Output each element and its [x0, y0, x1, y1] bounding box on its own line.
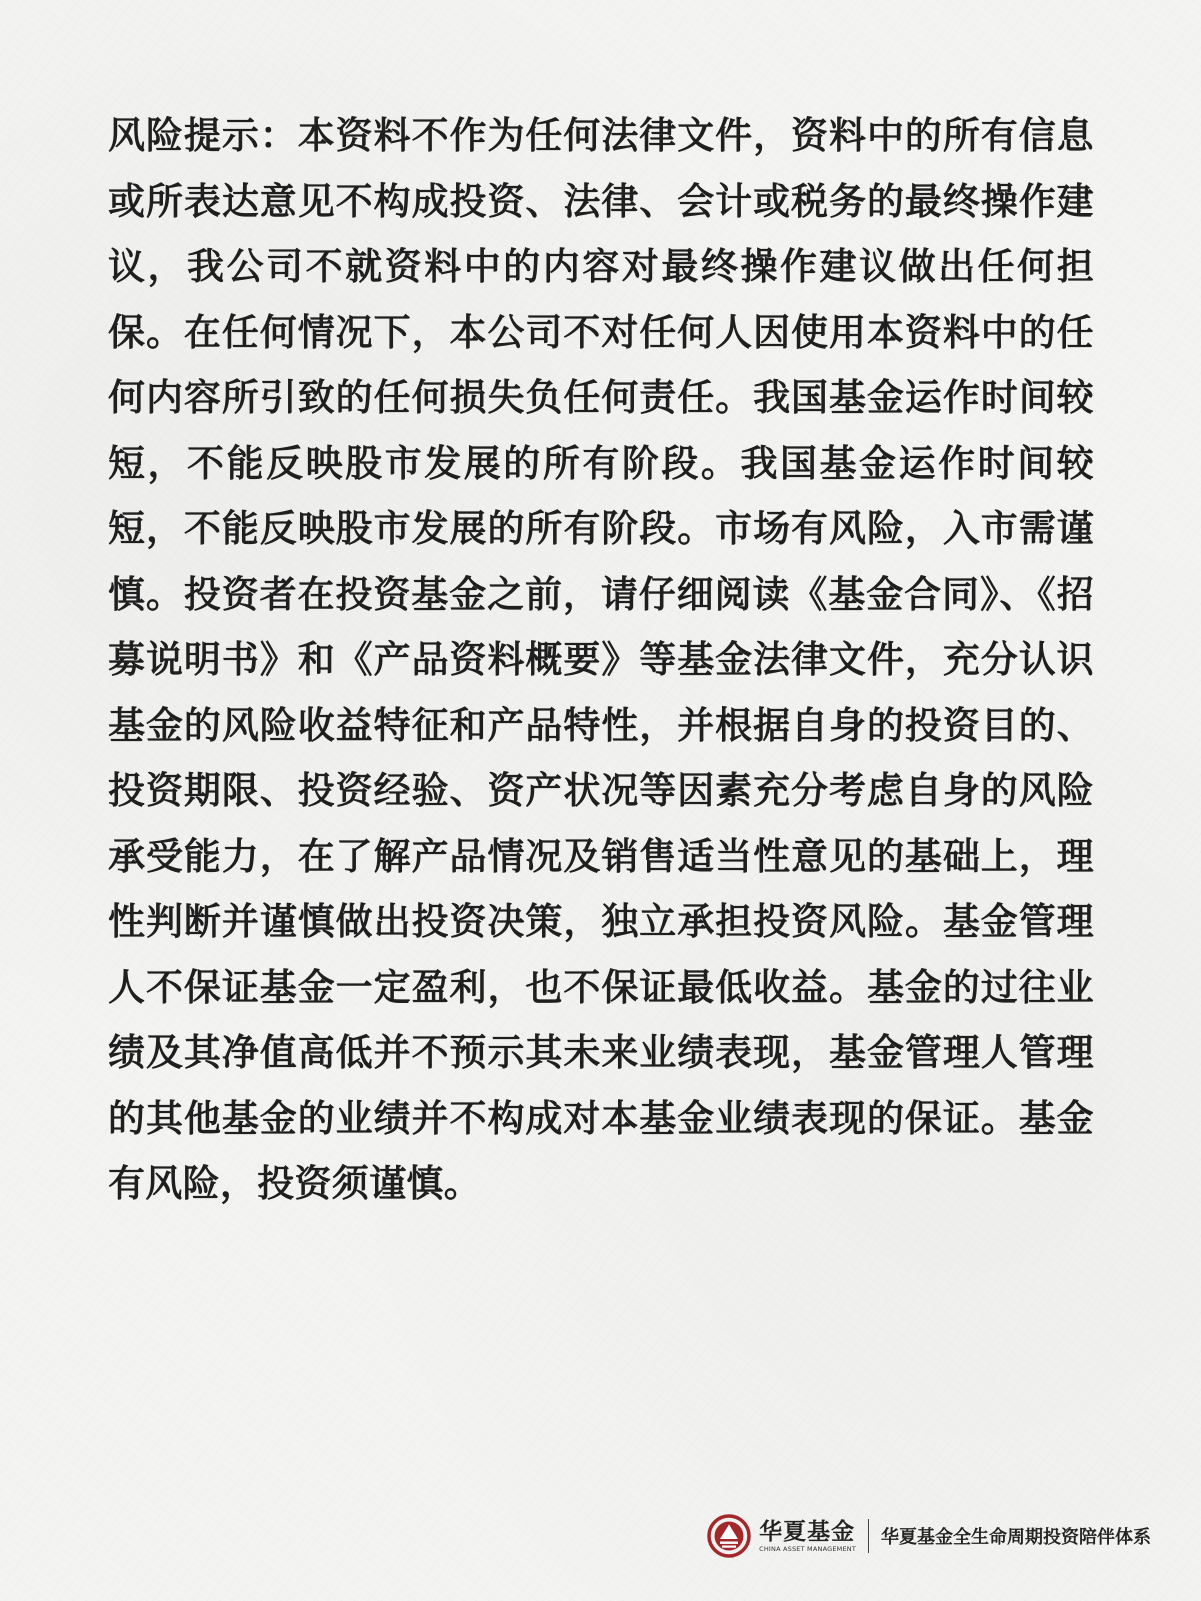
china-amc-logo-icon: [707, 1514, 751, 1558]
footer-divider: [868, 1519, 869, 1553]
footer-slogan: 华夏基金全生命周期投资陪伴体系: [881, 1527, 1151, 1548]
footer-brand-bar: [707, 1511, 1151, 1561]
brand-english-name: CHINA ASSET MANAGEMENT: [759, 1544, 856, 1553]
risk-disclaimer-text: 风险提示：本资料不作为任何法律文件，资料中的所有信息或所表达意见不构成投资、法律、会计或税务的最终操作建议，我公司不就资料中的内容对最终操作建议做出任何担保。在任何情况下，本公司不对任何人因使用本资料中的任何内容所引致的任何损失负任何责任。我国基金运作时间较短，不能反映股市发展的所有阶段。我国基金运作时间较短，不能反映股市发展的所有阶段。市场有风险，入市需谨慎。投资者在投资基金之前，请仔细阅读《基金合同》、《招募说明书》和《产品资料概要》等基金法律文件，充分认识基金的风险收益特征和产品特性，并根据自身的投资目的、投资期限、投资经验、资产状况等因素充分考虑自身的风险承受能力，在了解产品情况及销售适当性意见的基础上，理性判断并谨慎做出投资决策，独立承担投资风险。基金管理人不保证基金一定盈利，也不保证最低收益。基金的过往业绩及其净值高低并不预示其未来业绩表现，基金管理人管理的其他基金的业绩并不构成对本基金业绩表现的保证。基金有风险，投资须谨慎。: [108, 113, 1094, 1205]
brand-name: 华夏基金: [759, 1518, 856, 1545]
brand-block: [759, 1519, 856, 1554]
